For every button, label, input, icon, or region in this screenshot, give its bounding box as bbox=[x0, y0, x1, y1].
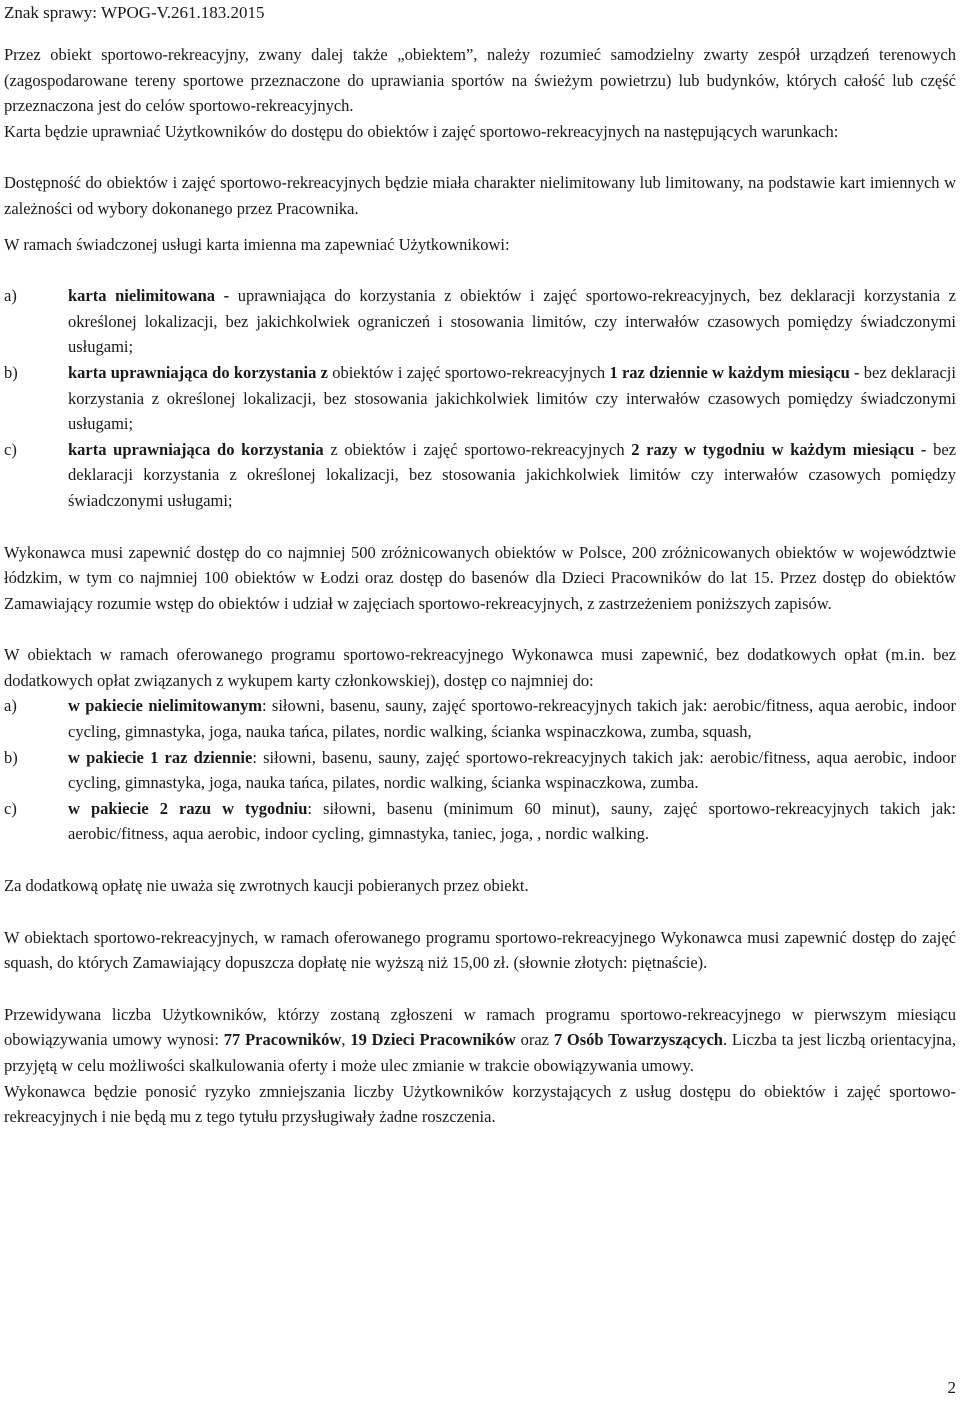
text-run: oraz bbox=[515, 1030, 554, 1050]
list-item-text: : siłowni, basenu, sauny, zajęć sportowo-rekreacyjnych takich jak: aerobic/fitness, aqua aerobic, indoor cycling, gimnastyka, joga, nauka tańca, pilates, nordic walking, ścianka wspinaczkowa, zumba. bbox=[68, 747, 956, 793]
paragraph-deposits: Za dodatkową opłatę nie uważa się zwrotnych kaucji pobieranych przez obiekt. bbox=[4, 876, 529, 896]
list-item-bold: w bbox=[68, 696, 86, 716]
list-item-text: z obiektów i zajęć sportowo-rekreacyjnych bbox=[323, 439, 632, 459]
list-item-text: bez deklaracji korzystania z określonej lokalizacji, bez stosowania jakichkolwiek limitów czy interwałów czasowych pomiędzy świadczonymi usługami; bbox=[68, 439, 957, 510]
list-item bbox=[4, 283, 956, 360]
paragraph-card-provides: W ramach świadczonej usługi karta imienna ma zapewniać Użytkownikowi: bbox=[4, 234, 510, 254]
paragraph-risk: Wykonawca będzie ponosić ryzyko zmniejszania liczby Użytkowników korzystających z usług dostępu do obiektów i zajęć sportowo-rekreacyjnych i nie będą mu z tego tytułu przysługiwały żadne roszczenia. bbox=[4, 1081, 956, 1127]
list-item-text: bez deklaracji korzystania z określonej lokalizacji, bez stosowania jakichkolwiek limitów czy interwałów czasowych pomiędzy świadczonymi usługami; bbox=[68, 362, 956, 434]
list-item bbox=[4, 360, 956, 437]
list-item-text: : siłowni, basenu, sauny, zajęć sportowo-rekreacyjnych takich jak: aerobic/fitness, aqua aerobic, indoor cycling, gimnastyka, joga, nauka tańca, pilates, nordic walking, ścianka wspinaczkowa, zumba, squash, bbox=[68, 696, 956, 742]
paragraph-object-count: Wykonawca musi zapewnić dostęp do co najmniej 500 zróżnicowanych obiektów w Polsce, 200 zróżnicowanych obiektów w województwie łódzkim, w tym co najmniej 100 obiektów w Łodzi oraz dostęp do basenów dla Dzieci Pracowników do lat 15. Przez dostęp do obiektów Zamawiający rozumie wstęp do obiektów i udział w zajęciach sportowo-rekreacyjnych, z zastrzeżeniem poniższych zapisów. bbox=[4, 542, 956, 613]
paragraph-availability: Dostępność do obiektów i zajęć sportowo-rekreacyjnych będzie miała charakter nielimitowany lub limitowany, na podstawie kart imiennych w zależności od wybory dokonanego przez Pracownika. bbox=[4, 173, 956, 218]
paragraph-definition: Przez obiekt sportowo-rekreacyjny, zwany dalej także „obiektem”, należy rozumieć samodzielny zwarty zespół urządzeń terenowych (zagospodarowane tereny sportowe przeznaczone do uprawiania sportów na świeżym powietrzu) lub budynków, których całość lub część przeznaczona jest do celów sportowo-rekreacyjnych. bbox=[4, 45, 956, 116]
case-number-header: Znak sprawy: WPOG-V.261.183.2015 bbox=[4, 3, 265, 22]
children-count: 19 Dzieci Pracowników bbox=[350, 1030, 516, 1050]
list-item bbox=[4, 693, 956, 744]
text-run: Przewidywana liczba Użytkowników, którzy zostaną zgłoszeni w ramach programu sportowo-rekreacyjnego w pierwszym miesiącu obowiązywania umowy wynosi: bbox=[4, 1004, 956, 1050]
list-item bbox=[4, 745, 956, 796]
list-item-bold: pakiecie nielimitowanym bbox=[85, 696, 262, 716]
list-item bbox=[4, 437, 956, 514]
package-list bbox=[4, 693, 956, 847]
list-item-bold: 2 razy w tygodniu w każdym miesiącu - bbox=[631, 439, 927, 459]
companion-count: 7 Osób Towarzyszących bbox=[553, 1030, 723, 1050]
list-item bbox=[4, 796, 956, 847]
paragraph-no-extra-fees: W obiektach w ramach oferowanego programu sportowo-rekreacyjnego Wykonawca musi zapewnić, bez dodatkowych opłat (m.in. bez dodatkowych opłat związanych z wykupem karty członkowskiej), dostęp co najmniej do: bbox=[4, 645, 956, 690]
list-item-label: c) bbox=[4, 798, 17, 818]
list-item-bold: karta nielimitowana - bbox=[68, 286, 230, 306]
list-item-text: obiektów i zajęć sportowo-rekreacyjnych bbox=[327, 362, 610, 382]
list-item-label: b) bbox=[4, 747, 18, 767]
list-item-bold: karta uprawniająca do korzystania z bbox=[68, 362, 328, 382]
text-run: . Liczba ta jest liczbą orientacyjna, przyjętą w celu możliwości skalkulowania oferty i może ulec zmianie w trakcie obowiązywania umowy. bbox=[4, 1030, 956, 1075]
list-item-label: a) bbox=[4, 696, 17, 716]
employee-count: 77 Pracowników bbox=[223, 1030, 342, 1050]
card-list bbox=[4, 283, 956, 513]
list-item-label: a) bbox=[4, 286, 17, 306]
page-number: 2 bbox=[947, 1378, 956, 1397]
paragraph-squash: W obiektach sportowo-rekreacyjnych, w ramach oferowanego programu sportowo-rekreacyjnego Wykonawca musi zapewnić dostęp do zajęć squash, do których Zamawiający dopuszcza dopłatę nie wyższą niż 15,00 zł. (słownie złotych: piętnaście). bbox=[4, 927, 956, 973]
paragraph-card-conditions: Karta będzie uprawniać Użytkowników do dostępu do obiektów i zajęć sportowo-rekreacyjnych na następujących warunkach: bbox=[4, 121, 839, 141]
list-item-bold: w pakiecie 2 razu w tygodniu bbox=[68, 798, 308, 818]
list-item-bold: karta uprawniająca do korzystania bbox=[68, 439, 324, 459]
list-item-bold: 1 raz dziennie w każdym miesiącu - bbox=[609, 362, 860, 382]
list-item-text: : siłowni, basenu (minimum 60 minut), sauny, zajęć sportowo-rekreacyjnych takich jak: aerobic/fitness, aqua aerobic, indoor cycling, gimnastyka, taniec, joga, , nordic walking. bbox=[68, 798, 956, 844]
text-run: , bbox=[341, 1030, 351, 1050]
list-item-bold: w pakiecie 1 raz dziennie bbox=[68, 747, 253, 767]
document-body bbox=[4, 42, 956, 1130]
paragraph-user-count bbox=[4, 1002, 956, 1079]
list-item-text: uprawniająca do korzystania z obiektów i zajęć sportowo-rekreacyjnych, bez deklaracji korzystania z określonej lokalizacji, bez jakichkolwiek ograniczeń i stosowania limitów, czy interwałów czasowych pomiędzy świadczonymi usługami; bbox=[68, 286, 956, 357]
list-item-label: b) bbox=[4, 362, 18, 382]
list-item-label: c) bbox=[4, 439, 17, 459]
